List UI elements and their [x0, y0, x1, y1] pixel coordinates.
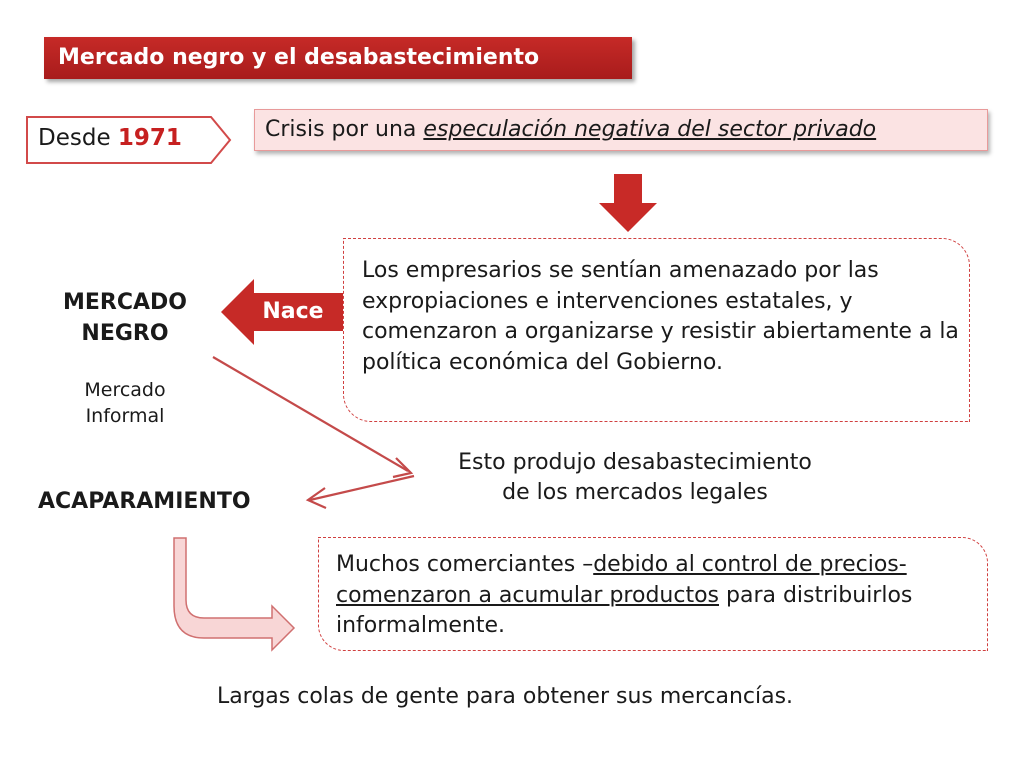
largas-colas-text: Largas colas de gente para obtener sus mercancías.	[216, 684, 794, 709]
desde-year: 1971	[117, 125, 182, 151]
comerciantes-text	[336, 550, 976, 642]
comerciantes-part1: Muchos comerciantes –	[336, 552, 594, 577]
desde-word: Desde	[38, 125, 111, 151]
comerciantes-part2: debido al control de precios- comenzaron a acumular productos	[336, 552, 907, 608]
mercado-negro-line2: NEGRO	[81, 321, 169, 346]
acaparamiento-heading: ACAPARAMIENTO	[38, 489, 251, 514]
desabastecimiento-text	[420, 448, 850, 508]
mercado-informal-label	[60, 377, 190, 429]
nace-label: Nace	[262, 299, 324, 324]
slide-title: Mercado negro y el desabastecimiento	[44, 37, 632, 79]
down-arrow-icon	[599, 174, 657, 232]
left-arrow-icon	[308, 476, 414, 508]
mercado-negro-heading	[40, 287, 210, 349]
empresarios-text: Los empresarios se sentían amenazado por las expropiaciones e intervenciones estatales, y comenzaron a organizarse y resistir abiertamente a la política económica del Gobierno.	[362, 258, 959, 375]
desde-label	[38, 123, 182, 153]
crisis-emphasis: especulación negativa del sector privado	[423, 117, 877, 142]
crisis-prefix: Crisis por una	[265, 117, 424, 142]
esto-line1: Esto produjo desabastecimiento	[458, 450, 812, 475]
mercado-informal-line1: Mercado	[84, 379, 166, 401]
mercado-negro-line1: MERCADO	[63, 290, 187, 315]
crisis-box	[254, 109, 988, 151]
esto-line2: de los mercados legales	[502, 480, 768, 505]
bent-arrow-icon	[174, 538, 294, 650]
comerciantes-part3: para distribuirlos informalmente.	[336, 582, 913, 638]
mercado-informal-line2: Informal	[85, 405, 165, 427]
